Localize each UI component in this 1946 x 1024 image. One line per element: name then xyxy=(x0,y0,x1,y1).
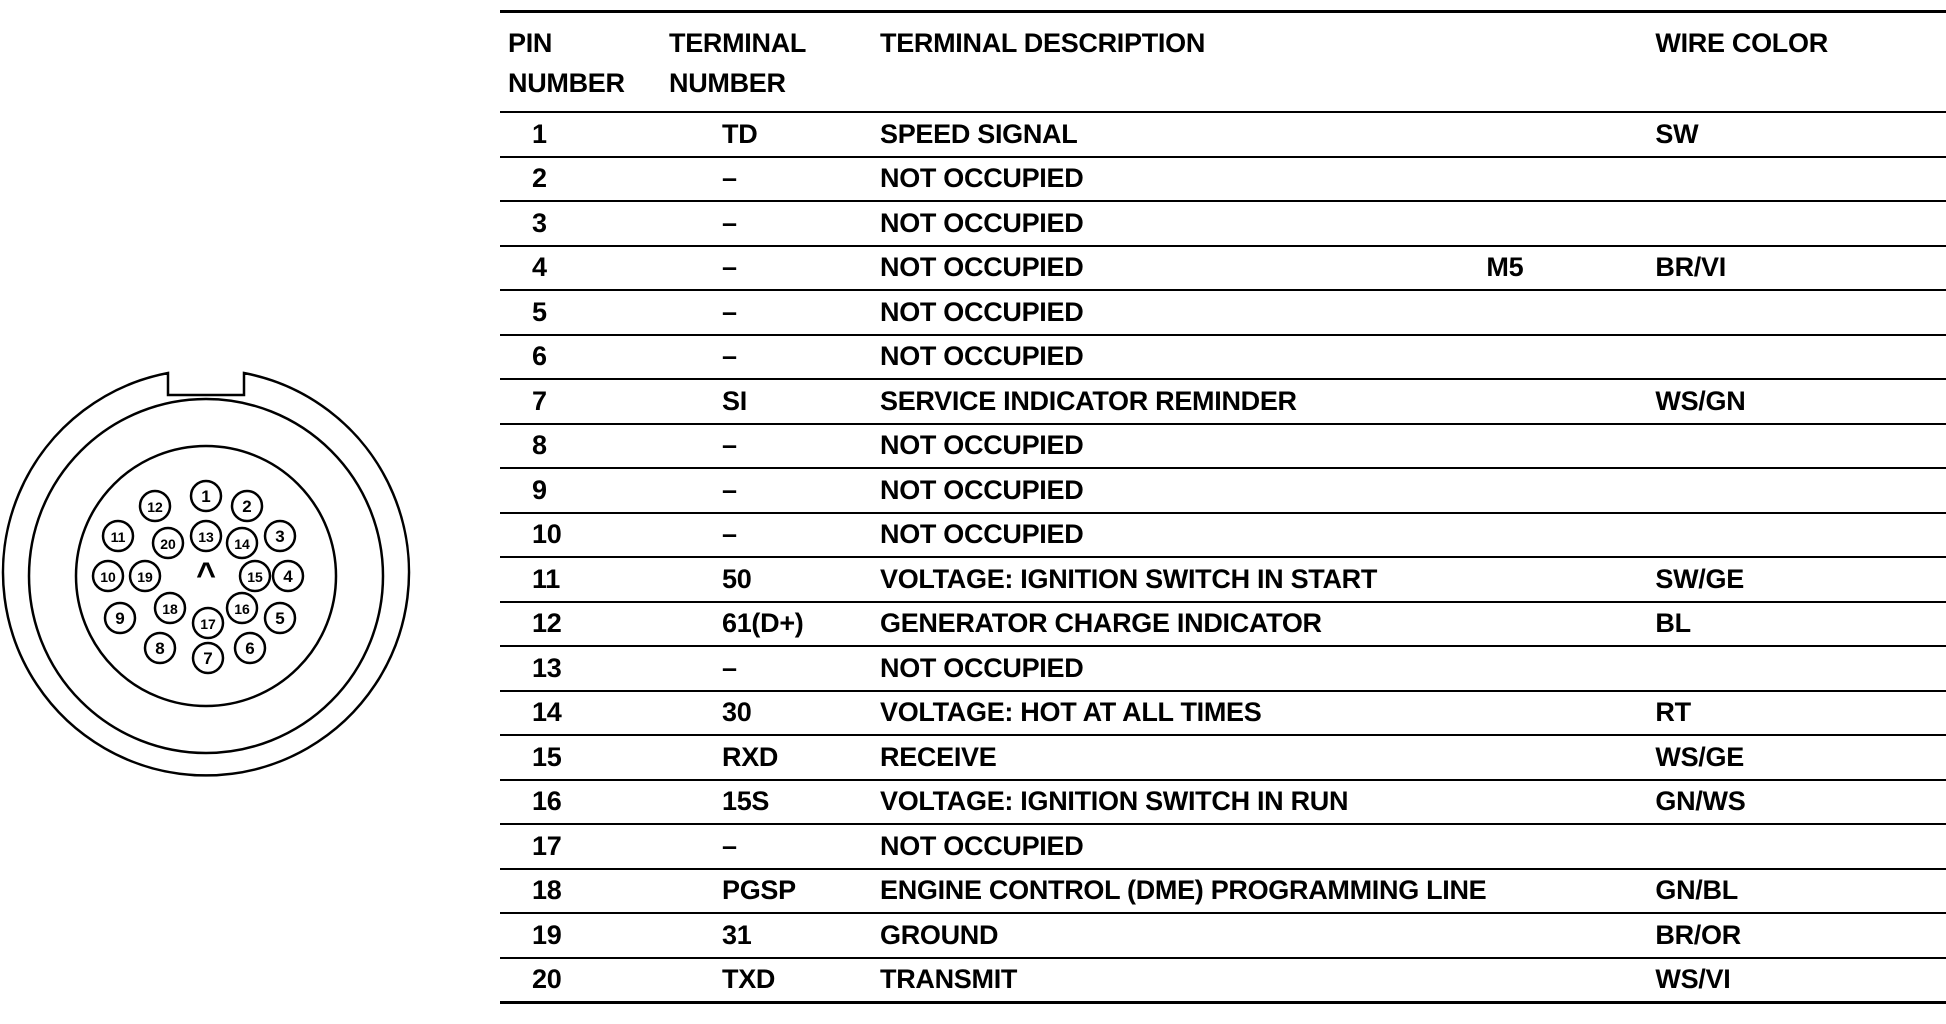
connector-pin-label: 15 xyxy=(247,569,263,585)
connector-pin-label: 11 xyxy=(110,529,126,545)
connector-pin-label: 10 xyxy=(100,569,116,585)
terminal-description-cell: VOLTAGE: HOT AT ALL TIMES xyxy=(880,691,1486,736)
table-row xyxy=(500,468,1946,513)
pin-number-cell: 5 xyxy=(500,290,665,335)
model-note-cell xyxy=(1486,513,1655,558)
terminal-description-cell: NOT OCCUPIED xyxy=(880,157,1486,202)
header-pin-line1: PIN xyxy=(508,28,553,58)
pin-number-cell: 18 xyxy=(500,869,665,914)
connector-pin-label: 8 xyxy=(155,639,165,658)
connector-pin-label: 16 xyxy=(234,601,250,617)
wire-color-cell: GN/BL xyxy=(1655,869,1946,914)
connector-pin xyxy=(140,491,170,521)
model-note-cell xyxy=(1486,646,1655,691)
model-note-cell: M5 xyxy=(1486,246,1655,291)
table-row xyxy=(500,424,1946,469)
terminal-description-cell: NOT OCCUPIED xyxy=(880,246,1486,291)
terminal-description-cell: NOT OCCUPIED xyxy=(880,335,1486,380)
model-note-cell xyxy=(1486,468,1655,513)
pin-number-cell: 10 xyxy=(500,513,665,558)
terminal-number-cell: – xyxy=(665,246,880,291)
table-row xyxy=(500,246,1946,291)
pin-number-cell: 4 xyxy=(500,246,665,291)
header-description-label: TERMINAL DESCRIPTION xyxy=(880,28,1206,58)
terminal-description-cell: NOT OCCUPIED xyxy=(880,468,1486,513)
wire-color-cell: BR/OR xyxy=(1655,913,1946,958)
pin-number-cell: 17 xyxy=(500,824,665,869)
model-note-cell xyxy=(1486,157,1655,202)
table-row xyxy=(500,824,1946,869)
pin-number-cell: 15 xyxy=(500,735,665,780)
connector-pin xyxy=(191,521,221,551)
wire-color-cell xyxy=(1655,513,1946,558)
wire-color-cell xyxy=(1655,290,1946,335)
connector-pin-label: 2 xyxy=(242,497,252,516)
pin-number-cell: 16 xyxy=(500,780,665,825)
terminal-number-cell: 31 xyxy=(665,913,880,958)
wire-color-cell: WS/GE xyxy=(1655,735,1946,780)
wire-color-cell xyxy=(1655,646,1946,691)
table-header-row xyxy=(500,12,1946,113)
model-note-cell xyxy=(1486,557,1655,602)
model-note-cell xyxy=(1486,201,1655,246)
connector-pin xyxy=(93,561,123,591)
header-terminal-line2: NUMBER xyxy=(669,68,786,98)
wire-color-cell xyxy=(1655,424,1946,469)
terminal-description-cell: SPEED SIGNAL xyxy=(880,112,1486,157)
header-wire-color-label: WIRE COLOR xyxy=(1655,28,1828,58)
terminal-number-cell: – xyxy=(665,290,880,335)
connector-pin xyxy=(103,521,133,551)
terminal-description-cell: NOT OCCUPIED xyxy=(880,201,1486,246)
terminal-number-cell: 30 xyxy=(665,691,880,736)
header-pin-line2: NUMBER xyxy=(508,68,625,98)
terminal-number-cell: 15S xyxy=(665,780,880,825)
terminal-description-cell: NOT OCCUPIED xyxy=(880,424,1486,469)
connector-pin xyxy=(145,633,175,663)
terminal-number-cell: – xyxy=(665,646,880,691)
header-terminal-number xyxy=(665,12,880,113)
wire-color-cell xyxy=(1655,824,1946,869)
header-terminal-description xyxy=(880,12,1486,113)
table-row xyxy=(500,157,1946,202)
table-row xyxy=(500,958,1946,1003)
table-row xyxy=(500,201,1946,246)
connector-pin-label: 7 xyxy=(203,649,213,668)
model-note-cell xyxy=(1486,424,1655,469)
pin-number-cell: 1 xyxy=(500,112,665,157)
connector-pin-label: 20 xyxy=(160,536,176,552)
pin-number-cell: 20 xyxy=(500,958,665,1003)
connector-pin xyxy=(193,608,223,638)
terminal-description-cell: SERVICE INDICATOR REMINDER xyxy=(880,379,1486,424)
terminal-description-cell: NOT OCCUPIED xyxy=(880,646,1486,691)
wire-color-cell: BL xyxy=(1655,602,1946,647)
header-wire-color xyxy=(1655,12,1946,113)
connector-pin-label: 5 xyxy=(275,609,285,628)
terminal-description-cell: NOT OCCUPIED xyxy=(880,824,1486,869)
wire-color-cell: RT xyxy=(1655,691,1946,736)
table-row xyxy=(500,913,1946,958)
pin-number-cell: 6 xyxy=(500,335,665,380)
terminal-number-cell: – xyxy=(665,468,880,513)
terminal-number-cell: – xyxy=(665,201,880,246)
wire-color-cell: WS/GN xyxy=(1655,379,1946,424)
connector-pin xyxy=(191,481,221,511)
wire-color-cell xyxy=(1655,335,1946,380)
terminal-description-cell: NOT OCCUPIED xyxy=(880,290,1486,335)
connector-pin xyxy=(265,521,295,551)
header-note xyxy=(1486,12,1655,113)
terminal-number-cell: – xyxy=(665,424,880,469)
table-row xyxy=(500,379,1946,424)
pin-number-cell: 14 xyxy=(500,691,665,736)
model-note-cell xyxy=(1486,379,1655,424)
terminal-description-cell: ENGINE CONTROL (DME) PROGRAMMING LINE xyxy=(880,869,1486,914)
pin-number-cell: 11 xyxy=(500,557,665,602)
connector-pin xyxy=(235,633,265,663)
connector-key-symbol: ^ xyxy=(196,556,216,594)
connector-pin xyxy=(153,528,183,558)
connector-pin xyxy=(155,593,185,623)
pin-assignment-table xyxy=(500,10,1946,1004)
pin-number-cell: 7 xyxy=(500,379,665,424)
pin-number-cell: 8 xyxy=(500,424,665,469)
table-row xyxy=(500,646,1946,691)
connector-pin-label: 9 xyxy=(115,609,125,628)
connector-pin xyxy=(240,561,270,591)
model-note-cell xyxy=(1486,780,1655,825)
connector-pin-label: 6 xyxy=(245,639,255,658)
connector-pin-label: 4 xyxy=(283,567,293,586)
model-note-cell xyxy=(1486,869,1655,914)
pin-number-cell: 13 xyxy=(500,646,665,691)
table-row xyxy=(500,869,1946,914)
model-note-cell xyxy=(1486,824,1655,869)
connector-pin-label: 13 xyxy=(198,529,214,545)
model-note-cell xyxy=(1486,112,1655,157)
connector-pin xyxy=(105,603,135,633)
pin-number-cell: 2 xyxy=(500,157,665,202)
wire-color-cell: SW xyxy=(1655,112,1946,157)
connector-pin xyxy=(227,528,257,558)
model-note-cell xyxy=(1486,958,1655,1003)
connector-pin-label: 12 xyxy=(147,499,163,515)
terminal-description-cell: TRANSMIT xyxy=(880,958,1486,1003)
wire-color-cell xyxy=(1655,468,1946,513)
table-row xyxy=(500,602,1946,647)
model-note-cell xyxy=(1486,735,1655,780)
table-row xyxy=(500,335,1946,380)
terminal-number-cell: RXD xyxy=(665,735,880,780)
wire-color-cell: SW/GE xyxy=(1655,557,1946,602)
terminal-description-cell: GROUND xyxy=(880,913,1486,958)
table-row xyxy=(500,112,1946,157)
connector-pin-label: 18 xyxy=(162,601,178,617)
header-terminal-line1: TERMINAL xyxy=(669,28,807,58)
wire-color-cell: WS/VI xyxy=(1655,958,1946,1003)
connector-pin xyxy=(265,603,295,633)
connector-pin-label: 17 xyxy=(200,616,216,632)
terminal-number-cell: PGSP xyxy=(665,869,880,914)
connector-pin-label: 1 xyxy=(201,487,211,506)
connector-pin-label: 3 xyxy=(275,527,285,546)
table-row xyxy=(500,691,1946,736)
pin-number-cell: 3 xyxy=(500,201,665,246)
table-row xyxy=(500,780,1946,825)
terminal-number-cell: – xyxy=(665,824,880,869)
terminal-number-cell: 50 xyxy=(665,557,880,602)
terminal-number-cell: 61(D+) xyxy=(665,602,880,647)
terminal-number-cell: SI xyxy=(665,379,880,424)
header-pin-number xyxy=(500,12,665,113)
connector-pin xyxy=(130,561,160,591)
pin-number-cell: 19 xyxy=(500,913,665,958)
model-note-cell xyxy=(1486,290,1655,335)
terminal-number-cell: – xyxy=(665,335,880,380)
wire-color-cell xyxy=(1655,201,1946,246)
terminal-number-cell: – xyxy=(665,157,880,202)
terminal-description-cell: VOLTAGE: IGNITION SWITCH IN START xyxy=(880,557,1486,602)
connector-diagram xyxy=(0,360,420,780)
connector-pin xyxy=(273,561,303,591)
terminal-description-cell: NOT OCCUPIED xyxy=(880,513,1486,558)
model-note-cell xyxy=(1486,691,1655,736)
table-row xyxy=(500,557,1946,602)
connector-pin-label: 14 xyxy=(234,536,250,552)
terminal-description-cell: GENERATOR CHARGE INDICATOR xyxy=(880,602,1486,647)
wire-color-cell: GN/WS xyxy=(1655,780,1946,825)
table-row xyxy=(500,513,1946,558)
connector-pin xyxy=(193,643,223,673)
terminal-description-cell: VOLTAGE: IGNITION SWITCH IN RUN xyxy=(880,780,1486,825)
model-note-cell xyxy=(1486,335,1655,380)
wire-color-cell xyxy=(1655,157,1946,202)
terminal-number-cell: TXD xyxy=(665,958,880,1003)
wire-color-cell: BR/VI xyxy=(1655,246,1946,291)
terminal-description-cell: RECEIVE xyxy=(880,735,1486,780)
pin-number-cell: 12 xyxy=(500,602,665,647)
terminal-number-cell: – xyxy=(665,513,880,558)
model-note-cell xyxy=(1486,602,1655,647)
connector-pin xyxy=(227,593,257,623)
connector-pin-label: 19 xyxy=(137,569,153,585)
model-note-cell xyxy=(1486,913,1655,958)
connector-pin xyxy=(232,491,262,521)
table-row xyxy=(500,735,1946,780)
pin-number-cell: 9 xyxy=(500,468,665,513)
table-row xyxy=(500,290,1946,335)
terminal-number-cell: TD xyxy=(665,112,880,157)
